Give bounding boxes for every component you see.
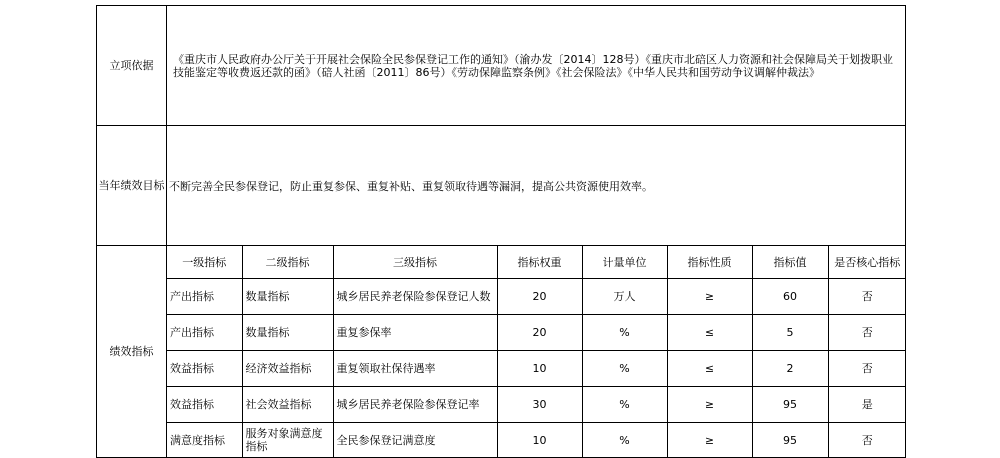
level1-cell: 产出指标 [167,315,242,351]
indicator-table [167,246,906,457]
level3-cell: 城乡居民养老保险参保登记率 [333,387,497,423]
level3-cell: 重复领取社保待遇率 [333,351,497,387]
unit-cell: % [582,387,667,423]
level2-cell: 社会效益指标 [242,387,333,423]
indicator-header-row [167,246,906,279]
goal-row [97,126,906,246]
performance-label: 绩效指标 [97,246,167,458]
header-weight: 指标权重 [497,246,582,279]
unit-cell: 万人 [582,279,667,315]
header-nature: 指标性质 [667,246,752,279]
unit-cell: % [582,351,667,387]
nature-cell: ≥ [667,387,752,423]
header-value: 指标值 [752,246,828,279]
value-cell: 95 [752,423,828,458]
header-level3: 三级指标 [333,246,497,279]
core-cell: 否 [828,423,906,458]
level2-cell: 数量指标 [242,315,333,351]
level1-cell: 效益指标 [167,387,242,423]
core-cell: 是 [828,387,906,423]
core-cell: 否 [828,315,906,351]
goal-text: 不断完善全民参保登记，防止重复参保、重复补贴、重复领取待遇等漏洞，提高公共资源使用效率。 [167,126,906,246]
table-row [167,351,906,387]
performance-target-sheet [96,5,905,454]
level1-cell: 产出指标 [167,279,242,315]
indicator-table-cell [167,246,906,458]
basis-label: 立项依据 [97,6,167,126]
header-unit: 计量单位 [582,246,667,279]
header-core: 是否核心指标 [828,246,906,279]
value-cell: 60 [752,279,828,315]
level1-cell: 满意度指标 [167,423,242,458]
value-cell: 2 [752,351,828,387]
weight-cell: 10 [497,351,582,387]
value-cell: 5 [752,315,828,351]
unit-cell: % [582,315,667,351]
table-row [167,315,906,351]
value-cell: 95 [752,387,828,423]
nature-cell: ≥ [667,423,752,458]
basis-text: 《重庆市人民政府办公厅关于开展社会保险全民参保登记工作的通知》（渝办发〔2014〕128号）《重庆市北碚区人力资源和社会保障局关于划拨职业技能鉴定等收费返还款的函》（碚人社函〔2011〕86号）《劳动保障监察条例》《社会保险法》《中华人民共和国劳动争议调解仲裁法》 [167,6,906,126]
nature-cell: ≤ [667,351,752,387]
table-row [167,387,906,423]
unit-cell: % [582,423,667,458]
weight-cell: 30 [497,387,582,423]
level2-cell: 数量指标 [242,279,333,315]
performance-row [97,246,906,458]
weight-cell: 20 [497,279,582,315]
core-cell: 否 [828,279,906,315]
project-table [96,5,906,458]
goal-label: 当年绩效目标 [97,126,167,246]
core-cell: 否 [828,351,906,387]
level2-cell: 服务对象满意度指标 [242,423,333,458]
nature-cell: ≥ [667,279,752,315]
level2-cell: 经济效益指标 [242,351,333,387]
weight-cell: 20 [497,315,582,351]
header-level2: 二级指标 [242,246,333,279]
basis-row [97,6,906,126]
header-level1: 一级指标 [167,246,242,279]
level1-cell: 效益指标 [167,351,242,387]
weight-cell: 10 [497,423,582,458]
level3-cell: 重复参保率 [333,315,497,351]
table-row [167,279,906,315]
table-row [167,423,906,458]
level3-cell: 城乡居民养老保险参保登记人数 [333,279,497,315]
level3-cell: 全民参保登记满意度 [333,423,497,458]
nature-cell: ≤ [667,315,752,351]
